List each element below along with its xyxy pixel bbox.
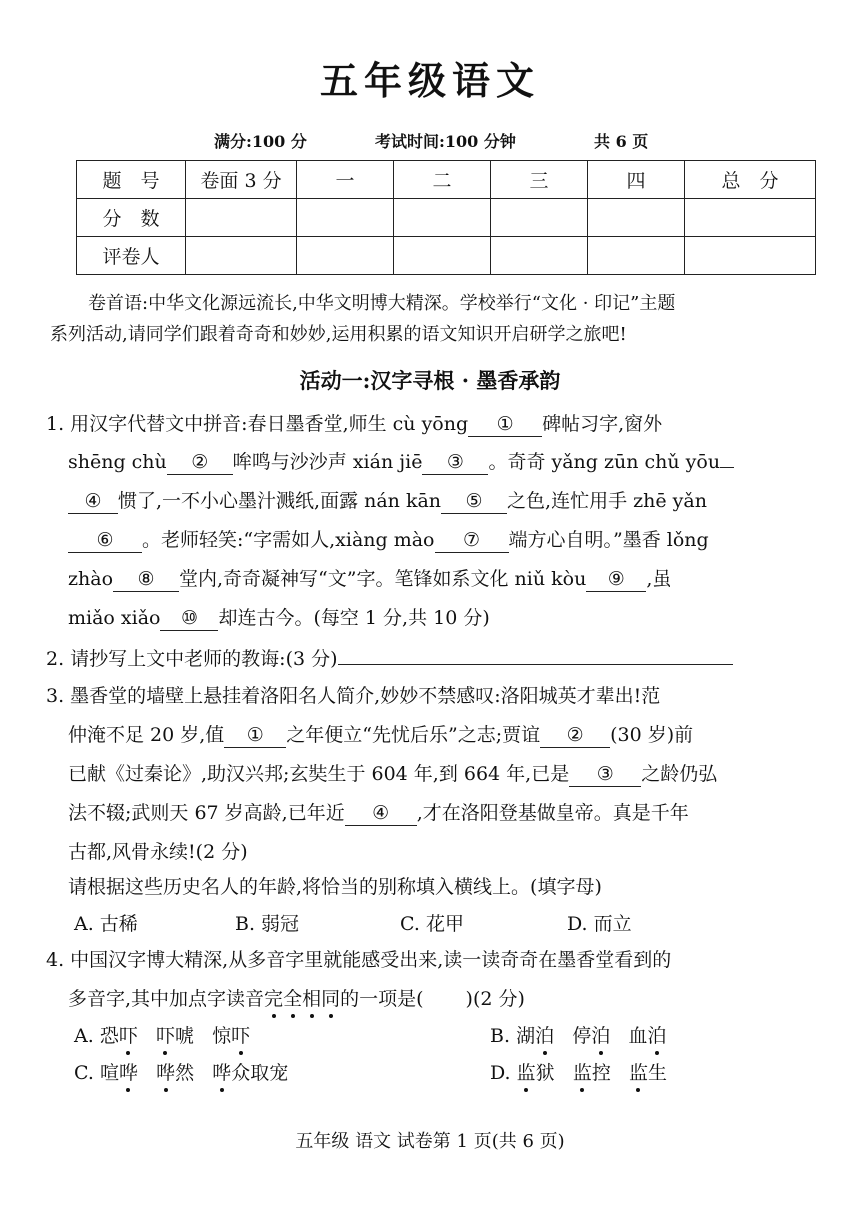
q4-option-c[interactable]: C. 喧哗 哗然 哗众取宠 — [74, 1058, 288, 1085]
q3-option-c[interactable]: C. 花甲 — [400, 913, 464, 935]
q1-line: 1. 用汉字代替文中拼音:春日墨香堂,师生 cù yōng ① 碑帖习字,窗外 — [46, 413, 663, 435]
answer-blank[interactable]: ⑩ — [160, 606, 218, 631]
answer-blank[interactable]: ⑥ — [68, 528, 142, 553]
q1-line: ⑥ 。老师轻笑:“字需如人,xiàng mào ⑦ 端方心自明。”墨香 lǒng — [68, 525, 709, 553]
answer-blank[interactable]: ① — [468, 412, 542, 437]
answer-blank[interactable]: ② — [540, 723, 610, 748]
q4-option-b[interactable]: B. 湖泊 停泊 血泊 — [490, 1021, 666, 1048]
answer-line[interactable] — [338, 642, 733, 665]
q3-line: 仲淹不足 20 岁,值 ① 之年便立“先忧后乐”之志;贾谊 ② (30 岁)前 — [68, 724, 694, 746]
q3-option-d[interactable]: D. 而立 — [567, 913, 632, 935]
answer-blank[interactable]: ② — [167, 450, 233, 475]
header-cell: 一 — [297, 161, 394, 199]
q3-line: 法不辍;武则天 67 岁高龄,已年近 ④ ,才在洛阳登基做皇帝。真是千年 — [68, 802, 689, 824]
header-cell: 总 分 — [685, 161, 816, 199]
q4-line: 4. 中国汉字博大精深,从多音字里就能感受出来,读一读奇奇在墨香堂看到的 — [46, 949, 672, 971]
q1-line: miǎo xiǎo ⑩ 却连古今。(每空 1 分,共 10 分) — [68, 607, 490, 629]
option-word: 惊吓 — [212, 1025, 250, 1047]
grader-cell[interactable] — [394, 237, 491, 275]
option-word: 湖泊 — [516, 1025, 554, 1047]
full-score: 满分:100 分 — [214, 132, 307, 151]
header-cell: 题 号 — [77, 161, 186, 199]
grader-cell[interactable] — [186, 237, 297, 275]
q1-line: shēng chù ② 哞鸣与沙沙声 xián jiē ③ 。奇奇 yǎng zūn chǔ yōu — [68, 447, 734, 475]
answer-blank[interactable]: ⑧ — [113, 567, 179, 592]
score-cell[interactable] — [491, 199, 588, 237]
q1-line: ④ 惯了,一不小心墨汁溅纸,面露 nán kān ⑤ 之色,连忙用手 zhē yǎn — [68, 486, 707, 514]
header-cell: 三 — [491, 161, 588, 199]
answer-blank-start — [720, 467, 734, 468]
page-footer: 五年级 语文 试卷第 1 页(共 6 页) — [295, 1131, 565, 1152]
option-word: 监生 — [629, 1062, 667, 1084]
preface — [50, 288, 820, 350]
exam-time: 考试时间:100 分钟 — [375, 132, 516, 151]
exam-title: 五年级语文 — [319, 58, 540, 103]
q3-line: 已献《过秦论》,助汉兴邦;玄奘生于 604 年,到 664 年,已是 ③ 之龄仍弘 — [68, 763, 718, 785]
option-word: 哗众取宠 — [212, 1062, 288, 1084]
option-word: 哗然 — [156, 1062, 194, 1084]
q2-line: 2. 请抄写上文中老师的教诲:(3 分) — [46, 642, 733, 671]
q3-option-b[interactable]: B. 弱冠 — [235, 913, 300, 935]
option-word: 恐吓 — [100, 1025, 138, 1047]
row-label: 评卷人 — [77, 237, 186, 275]
grader-cell[interactable] — [297, 237, 394, 275]
answer-blank[interactable]: ③ — [569, 762, 641, 787]
score-table — [76, 160, 816, 275]
option-word: 血泊 — [628, 1025, 666, 1047]
score-row — [77, 199, 816, 237]
score-table-header-row — [77, 161, 816, 199]
header-cell: 二 — [394, 161, 491, 199]
preface-line: 系列活动,请同学们跟着奇奇和妙妙,运用积累的语文知识开启研学之旅吧! — [50, 324, 627, 345]
preface-line: 卷首语:中华文化源远流长,中华文明博大精深。学校举行“文化 · 印记”主题 — [88, 293, 676, 314]
page-count: 共 6 页 — [594, 132, 649, 151]
q3-line: 古都,风骨永续!(2 分) — [68, 841, 248, 863]
answer-blank[interactable]: ⑤ — [441, 489, 507, 514]
option-word: 吓唬 — [156, 1025, 194, 1047]
score-cell[interactable] — [685, 199, 816, 237]
grader-cell[interactable] — [491, 237, 588, 275]
grader-cell[interactable] — [685, 237, 816, 275]
score-cell[interactable] — [297, 199, 394, 237]
answer-blank[interactable]: ④ — [68, 489, 118, 514]
option-word: 喧哗 — [100, 1062, 138, 1084]
q4-option-d[interactable]: D. 监狱 监控 监生 — [490, 1058, 667, 1085]
grader-cell[interactable] — [588, 237, 685, 275]
q4-line: 多音字,其中加点字读音完全相同的一项是( )(2 分) — [68, 984, 525, 1011]
option-word: 停泊 — [572, 1025, 610, 1047]
row-label: 分 数 — [77, 199, 186, 237]
q1-line: zhào ⑧ 堂内,奇奇凝神写“文”字。笔锋如系文化 niǔ kòu ⑨ ,虽 — [68, 568, 672, 590]
header-cell: 四 — [588, 161, 685, 199]
score-cell[interactable] — [394, 199, 491, 237]
header-cell: 卷面 3 分 — [186, 161, 297, 199]
score-cell[interactable] — [588, 199, 685, 237]
answer-blank[interactable]: ⑦ — [435, 528, 509, 553]
option-word: 监控 — [573, 1062, 611, 1084]
answer-blank[interactable]: ④ — [345, 801, 417, 826]
option-word: 监狱 — [517, 1062, 555, 1084]
q3-line: 请根据这些历史名人的年龄,将恰当的别称填入横线上。(填字母) — [68, 876, 602, 898]
q3-line: 3. 墨香堂的墙壁上悬挂着洛阳名人简介,妙妙不禁感叹:洛阳城英才辈出!范 — [46, 685, 661, 707]
answer-blank[interactable]: ⑨ — [586, 567, 646, 592]
answer-blank[interactable]: ① — [224, 723, 286, 748]
section-title: 活动一:汉字寻根 · 墨香承韵 — [299, 368, 561, 393]
q3-option-a[interactable]: A. 古稀 — [74, 913, 138, 935]
q4-option-a[interactable]: A. 恐吓 吓唬 惊吓 — [74, 1021, 250, 1048]
grader-row — [77, 237, 816, 275]
score-cell[interactable] — [186, 199, 297, 237]
answer-blank[interactable]: ③ — [422, 450, 488, 475]
